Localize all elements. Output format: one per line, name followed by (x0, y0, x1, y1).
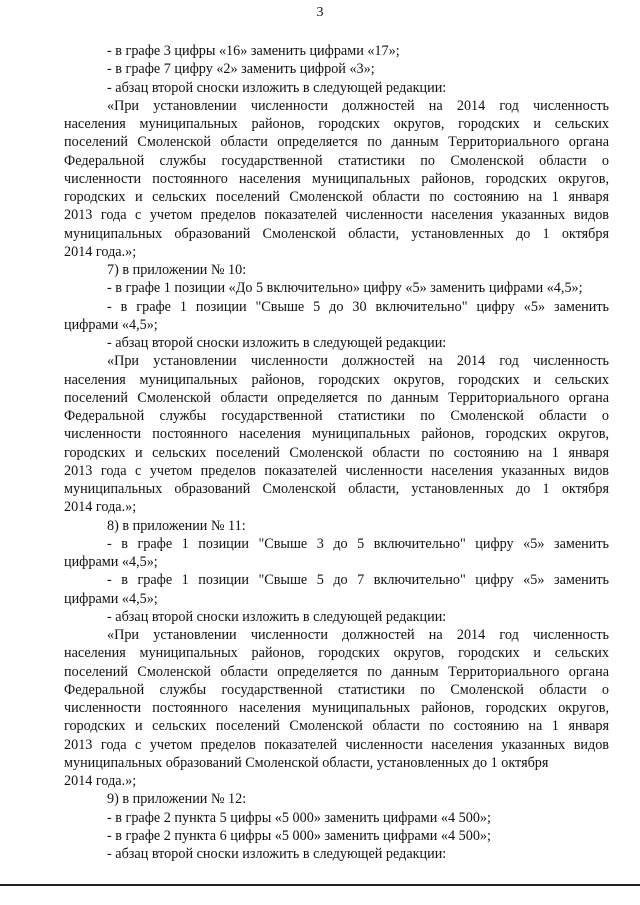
text-line: - абзац второй сноски изложить в следующей редакции: (107, 846, 447, 862)
text-line: «При установлении численности должностей на 2014 год численность (107, 353, 609, 370)
text-line: поселений Смоленской области определяется по данным Территориального органа (64, 663, 609, 680)
text-line: Федеральной службы государственной статистики по Смоленской области о (64, 408, 609, 424)
text-line: 7) в приложении № 10: (107, 262, 247, 278)
footer-rule (0, 884, 640, 886)
text-line: - абзац второй сноски изложить в следующей редакции: (107, 79, 447, 96)
text-line: муниципальных образований Смоленской области, установленных до 1 октября (64, 481, 609, 497)
text-line: Федеральной службы государственной статистики по Смоленской области о (64, 681, 609, 698)
text-line: населения муниципальных районов, городских округов, городских и сельских (64, 116, 609, 132)
text-line: городских и сельских поселений Смоленской области по состоянию на 1 января (64, 444, 609, 461)
text-line: численности постоянного населения муниципальных районов, городских округов, (64, 170, 609, 187)
text-line: 8) в приложении № 11: (107, 517, 246, 534)
text-line: - абзац второй сноски изложить в следующей редакции: (107, 335, 447, 351)
text-line: поселений Смоленской области определяется по данным Территориального органа (64, 134, 609, 151)
text-line: - в графе 2 пункта 6 цифры «5 000» заменить цифрами «4 500»; (107, 827, 491, 844)
text-line: 9) в приложении № 12: (107, 791, 247, 808)
text-line: - в графе 1 позиции "Свыше 3 до 5 включительно" цифру «5» заменить (107, 535, 609, 552)
text-line: цифрами «4,5»; (64, 554, 158, 570)
text-line: поселений Смоленской области определяется по данным Территориального органа (64, 389, 609, 406)
text-line: - в графе 3 цифры «16» заменить цифрами «17»; (107, 43, 400, 59)
page-number: 3 (316, 5, 324, 20)
text-line: населения муниципальных районов, городских округов, городских и сельских (64, 371, 609, 388)
text-line: численности постоянного населения муниципальных районов, городских округов, (64, 700, 609, 716)
text-line: 2014 года.»; (64, 773, 137, 789)
text-line: - в графе 1 позиции «До 5 включительно» цифру «5» заменить цифрами «4,5»; (107, 280, 583, 297)
text-line: 2014 года.»; (64, 499, 137, 516)
text-line: численности постоянного населения муниципальных районов, городских округов, (64, 426, 609, 443)
text-line: - в графе 7 цифру «2» заменить цифрой «3»; (107, 61, 375, 78)
text-line: - в графе 2 пункта 5 цифры «5 000» заменить цифрами «4 500»; (107, 809, 491, 826)
text-line: 2013 года с учетом пределов показателей численности населения указанных видов (64, 207, 609, 224)
text-line: Федеральной службы государственной статистики по Смоленской области о (64, 152, 609, 169)
text-line: - в графе 1 позиции "Свыше 5 до 7 включительно" цифру «5» заменить (107, 572, 609, 589)
text-line: 2013 года с учетом пределов показателей численности населения указанных видов (64, 736, 609, 753)
text-line: муниципальных образований Смоленской области, установленных до 1 октября (64, 225, 609, 242)
text-line: цифрами «4,5»; (64, 590, 158, 607)
text-line: муниципальных образований Смоленской области, установленных до 1 октября (64, 754, 549, 771)
text-line: городских и сельских поселений Смоленской области по состоянию на 1 января (64, 718, 609, 735)
text-line: городских и сельских поселений Смоленской области по состоянию на 1 января (64, 189, 609, 205)
text-line: «При установлении численности должностей на 2014 год численность (107, 97, 609, 114)
text-line: цифрами «4,5»; (64, 316, 158, 333)
text-line: 2013 года с учетом пределов показателей численности населения указанных видов (64, 462, 609, 479)
text-line: - абзац второй сноски изложить в следующей редакции: (107, 608, 447, 625)
text-line: - в графе 1 позиции "Свыше 5 до 30 включительно" цифру «5» заменить (107, 298, 609, 315)
text-line: 2014 года.»; (64, 243, 137, 260)
text-line: населения муниципальных районов, городских округов, городских и сельских (64, 645, 609, 662)
text-line: «При установлении численности должностей на 2014 год численность (107, 627, 609, 643)
